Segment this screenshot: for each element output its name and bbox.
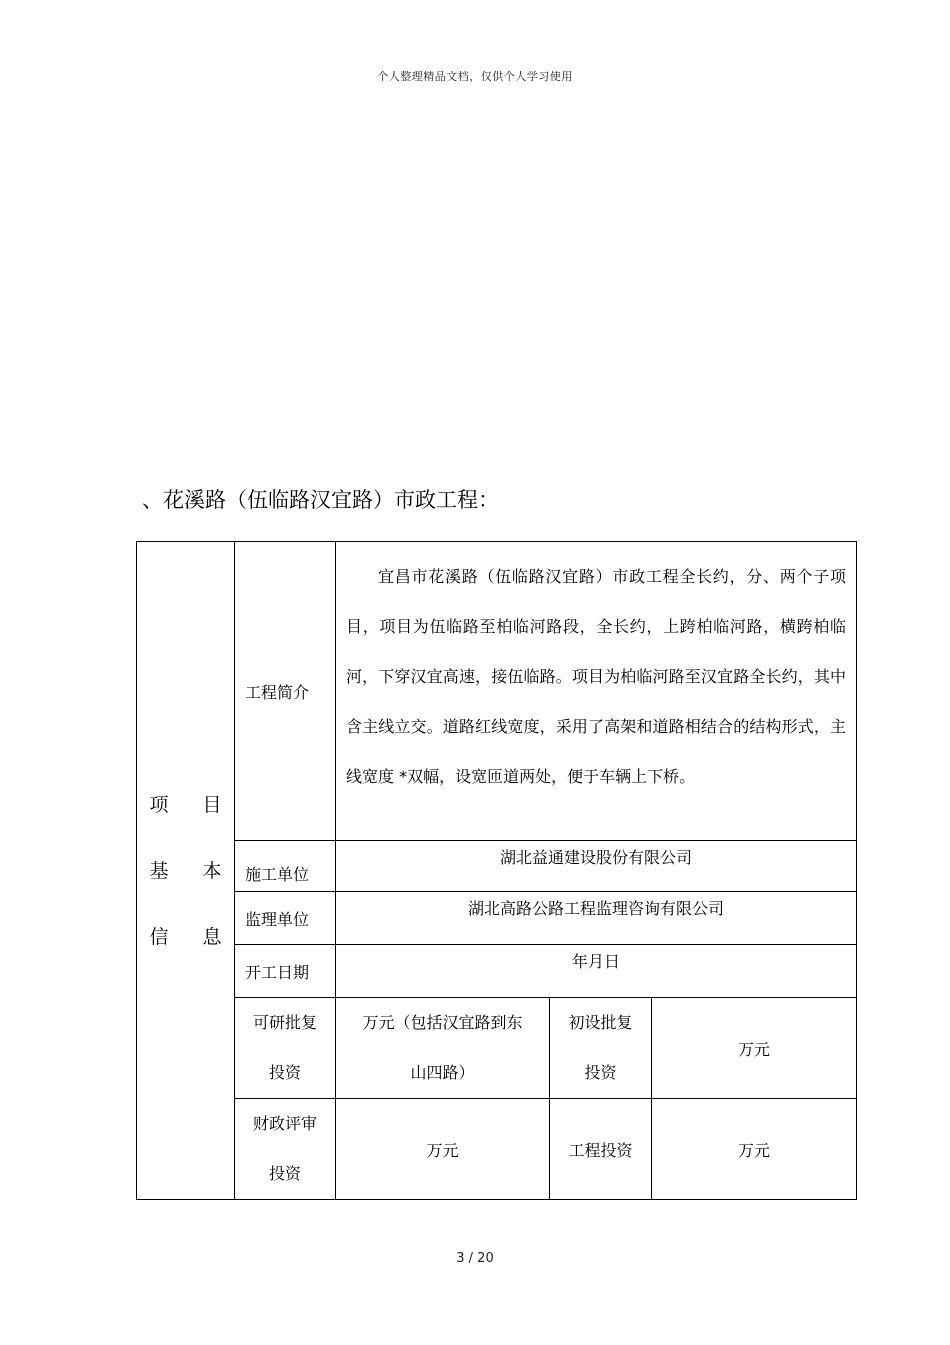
intro-label: 工程简介 bbox=[235, 542, 336, 841]
fiscal-review-investment-value: 万元 bbox=[336, 1099, 550, 1200]
table-row bbox=[137, 841, 857, 892]
group-header bbox=[150, 787, 222, 955]
start-date-value: 年月日 bbox=[336, 945, 857, 998]
feasibility-investment-value: 万元（包括汉宜路到东 山四路） bbox=[336, 998, 550, 1099]
preliminary-investment-label: 初设批复 投资 bbox=[550, 998, 652, 1099]
group-header-line: 信 息 bbox=[149, 925, 222, 948]
construction-unit-value: 湖北益通建设股份有限公司 bbox=[336, 841, 857, 892]
supervision-unit-value: 湖北高路公路工程监理咨询有限公司 bbox=[336, 892, 857, 945]
feasibility-investment-label: 可研批复 投资 bbox=[235, 998, 336, 1099]
preliminary-investment-value: 万元 bbox=[652, 998, 857, 1099]
table-row bbox=[137, 998, 857, 1099]
table-row bbox=[137, 1099, 857, 1200]
intro-text: 宜昌市花溪路（伍临路汉宜路）市政工程全长约，分、两个子项目，项目为伍临路至柏临河路段，全长约，上跨柏临河路，横跨柏临河，下穿汉宜高速，接伍临路。项目为柏临河路至汉宜路全长约，其中含主线立交。道路红线宽度，采用了高架和道路相结合的结构形式，主线宽度 *双幅，设宽匝道两处，便于车辆上下桥。 bbox=[336, 542, 857, 841]
page-number: 3 / 20 bbox=[456, 1251, 494, 1266]
group-header-line: 项 目 bbox=[149, 793, 222, 816]
fiscal-review-investment-label: 财政评审 投资 bbox=[235, 1099, 336, 1200]
start-date-label: 开工日期 bbox=[235, 945, 336, 998]
project-investment-value: 万元 bbox=[652, 1099, 857, 1200]
project-investment-label: 工程投资 bbox=[550, 1099, 652, 1200]
group-header-cell bbox=[137, 542, 235, 1200]
construction-unit-label: 施工单位 bbox=[235, 841, 336, 892]
group-header-line: 基 本 bbox=[149, 859, 222, 882]
section-title: 、花溪路（伍临路汉宜路）市政工程： bbox=[142, 488, 499, 512]
table-row bbox=[137, 892, 857, 945]
table-row bbox=[137, 945, 857, 998]
project-info-table bbox=[136, 541, 857, 1200]
page-header-note: 个人整理精品文档，仅供个人学习使用 bbox=[377, 70, 573, 83]
supervision-unit-label: 监理单位 bbox=[235, 892, 336, 945]
table-row bbox=[137, 542, 857, 841]
